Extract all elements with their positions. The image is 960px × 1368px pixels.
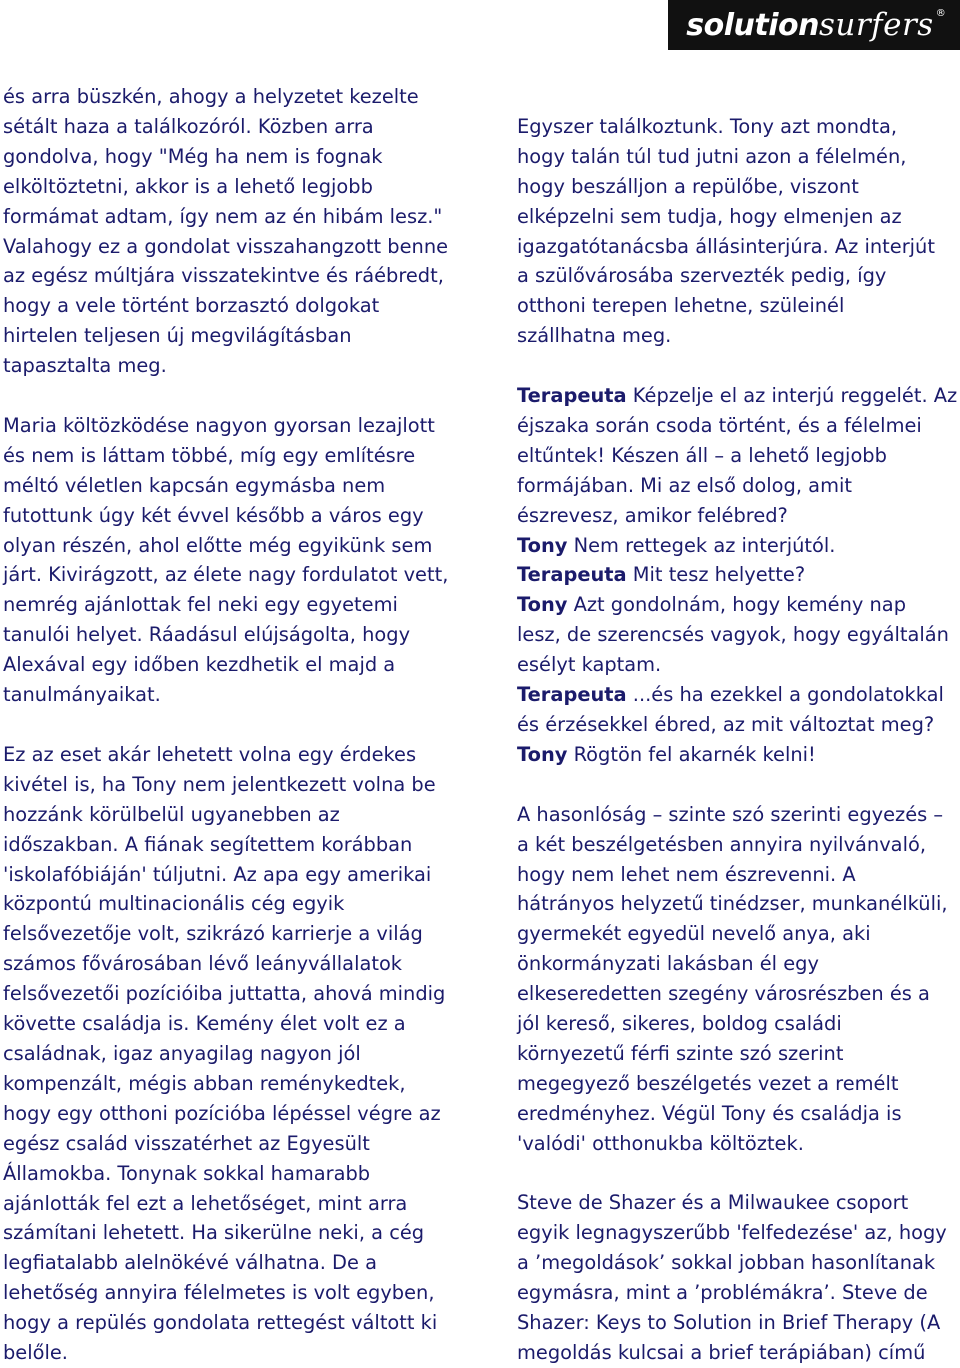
text-line: megoldás kulcsai a brief terápiában) című [517, 1341, 926, 1364]
right-column [517, 82, 957, 1368]
text-line: otthoni terepen lehetne, szüleinél [517, 294, 845, 318]
left-column [3, 82, 473, 1368]
text-line: egymásra, mint a ’problémákra’. Steve de [517, 1281, 928, 1305]
left-paragraph-3 [3, 740, 473, 1368]
dialogue-text: és érzésekkel ébred, az mit változtat meg? [517, 713, 935, 736]
text-line: gyermekét egyedül nevelő anya, aki [517, 922, 871, 946]
text-line: hirtelen teljesen új megvilágításban [3, 324, 352, 348]
text-line: szállhatna meg. [517, 324, 672, 348]
text-line: A hasonlóság – szinte szó szerinti egyezés – [517, 802, 944, 826]
text-line: Ez az eset akár lehetett volna egy érdekes [3, 742, 417, 766]
text-line: hogy a repülés gondolata rettegést váltott ki [3, 1311, 438, 1335]
dialogue-text: eltűntek! Készen áll – a lehető legjobb [517, 443, 887, 467]
text-line: Valahogy ez a gondolat visszahangzott benne [3, 234, 449, 258]
dialogue-line [517, 590, 957, 620]
text-line: a szülővárosába szervezték pedig, így [517, 264, 887, 288]
dialogue-text: lesz, de szerencsés vagyok, hogy egyáltalán [517, 623, 949, 647]
text-line: környezetű férfi szinte szó szerint [517, 1041, 844, 1065]
text-line: méltó véletlen kapcsán egymásba nem [3, 473, 386, 497]
speaker-label: Terapeuta [517, 563, 627, 587]
speaker-label: Terapeuta [517, 384, 627, 408]
text-line: hogy beszálljon a repülőbe, viszont [517, 174, 859, 198]
text-line: formámat adtam, így nem az én hibám lesz." [3, 204, 443, 228]
dialogue-line [517, 680, 957, 710]
text-line: ajánlották fel ezt a lehetőséget, mint arra [3, 1191, 408, 1215]
dialogue-line [517, 501, 957, 531]
dialogue-text: Mit tesz helyette? [626, 563, 806, 587]
dialogue-text: formájában. Mi az első dolog, amit [517, 473, 852, 497]
text-line: hogy nem lehet nem észrevenni. A [517, 862, 856, 886]
dialogue-line [517, 650, 957, 680]
text-line: felsővezetői pozícióiba juttatta, ahová mindig [3, 982, 446, 1006]
text-line: 'iskolafóbiáján' túljutni. Az apa egy amerikai [3, 862, 432, 886]
text-line: járt. Kivirágzott, az élete nagy fordulatot vett, [3, 563, 449, 587]
text-line: igazgatótanácsba állásinterjúra. Az interjút [517, 234, 935, 258]
text-line: számos fővárosában lévő leányvállalatok [3, 952, 403, 976]
dialogue-text: Azt gondolnám, hogy kemény nap [567, 593, 907, 617]
text-line: időszakban. A fiának segítettem korábban [3, 832, 413, 856]
text-line: központú multinacionális cég egyik [3, 892, 345, 916]
logo-text-solution: solution [686, 7, 819, 43]
text-line: és nem is láttam többé, míg egy említésre [3, 443, 416, 467]
right-paragraph-1 [517, 800, 957, 1159]
dialogue-line [517, 710, 957, 740]
dialogue-block [517, 381, 957, 770]
speaker-label: Tony [517, 533, 568, 557]
text-line: kivétel is, ha Tony nem jelentkezett volna be [3, 772, 436, 796]
speaker-label: Terapeuta [517, 683, 627, 707]
dialogue-text: ...és ha ezekkel a gondolatokkal [626, 683, 944, 707]
text-line: jól kereső, sikeres, boldog családi [517, 1012, 842, 1036]
text-line: 'valódi' otthonukba költöztek. [517, 1131, 804, 1155]
text-line: Egyszer találkoztunk. Tony azt mondta, [517, 114, 898, 138]
text-line: hogy talán túl tud jutni azon a félelmén, [517, 144, 907, 168]
dialogue-text: Nem rettegek az interjútól. [567, 533, 836, 557]
right-paragraph-2 [517, 1188, 957, 1367]
solutionsurfers-logo [668, 0, 960, 50]
text-line: és arra büszkén, ahogy a helyzetet kezelte [3, 85, 419, 108]
text-line: hátrányos helyzetű tinédzser, munkanélküli, [517, 892, 948, 916]
dialogue-line [517, 531, 957, 561]
dialogue-line [517, 560, 957, 590]
speaker-label: Tony [517, 742, 568, 766]
text-line: Alexával egy időben kezdhetik el majd a [3, 653, 396, 677]
text-line: Államokba. Tonynak sokkal hamarabb [3, 1161, 371, 1185]
text-line: kompenzált, mégis abban reménykedtek, [3, 1071, 406, 1095]
text-line: lehetőség annyira félelmetes is volt egyben, [3, 1281, 435, 1305]
dialogue-line [517, 441, 957, 471]
text-line: nemrég ajánlottak fel neki egy egyetemi [3, 593, 398, 617]
dialogue-text: esélyt kaptam. [517, 653, 662, 677]
logo-text-surfers: surfers [818, 7, 934, 43]
text-line: hogy a vele történt borzasztó dolgokat [3, 294, 380, 318]
text-line: sétált haza a találkozóról. Közben arra [3, 114, 374, 138]
text-line: tanulói helyet. Ráadásul elújságolta, hogy [3, 623, 411, 647]
text-line: megegyező beszélgetés vezet a remélt [517, 1071, 899, 1095]
text-line: eredményhez. Végül Tony és családja is [517, 1101, 902, 1125]
text-line: hozzánk körülbelül ugyanebben az [3, 802, 340, 826]
dialogue-line [517, 411, 957, 441]
text-line: gondolva, hogy "Még ha nem is fognak [3, 144, 383, 168]
dialogue-text: éjszaka során csoda történt, és a félelmei [517, 413, 922, 437]
text-line: elképzelni sem tudja, hogy elmenjen az [517, 204, 902, 228]
dialogue-line [517, 381, 957, 411]
text-line: Steve de Shazer és a Milwaukee csoport [517, 1191, 909, 1215]
text-line: családnak, igaz anyagilag nagyon jól [3, 1041, 361, 1065]
text-line: olyan részén, ahol előtte még egyikünk sem [3, 533, 433, 557]
text-line: elköltöztetni, akkor is a lehető legjobb [3, 174, 373, 198]
text-line: egész család visszatérhet az Egyesült [3, 1131, 370, 1155]
left-paragraph-2 [3, 411, 473, 710]
text-line: önkormányzati lakásban él egy [517, 952, 819, 976]
left-paragraph-1 [3, 82, 473, 381]
dialogue-line [517, 471, 957, 501]
text-line: számítani lehetett. Ha sikerülne neki, a cég [3, 1221, 425, 1245]
text-line: az egész múltjára visszatekintve és ráébredt, [3, 264, 444, 288]
right-intro-paragraph [517, 112, 957, 351]
dialogue-line [517, 620, 957, 650]
text-line: belőle. [3, 1341, 68, 1365]
text-line: tanulmányaikat. [3, 683, 161, 707]
text-line: hogy egy otthoni pozícióba lépéssel végre az [3, 1101, 441, 1125]
text-line: a két beszélgetésben annyira nyilvánvaló, [517, 832, 926, 856]
dialogue-text: Képzelje el az interjú reggelét. Az [626, 384, 958, 408]
text-line: elkeseredetten szegény városrészben és a [517, 982, 930, 1006]
dialogue-line [517, 740, 957, 770]
text-line: tapasztalta meg. [3, 354, 167, 378]
text-line: legfiatalabb alelnökévé válhatna. De a [3, 1251, 377, 1275]
text-line: Shazer: Keys to Solution in Brief Therapy (A [517, 1311, 941, 1335]
text-line: egyik legnagyszerűbb 'felfedezése' az, hogy [517, 1221, 947, 1245]
text-line: felsővezetője volt, szikrázó karrierje a világ [3, 922, 423, 946]
registered-mark: ® [935, 8, 946, 19]
dialogue-text: észrevesz, amikor felébred? [517, 503, 788, 527]
text-line: Maria költözködése nagyon gyorsan lezajlott [3, 413, 435, 437]
text-line: a ’megoldások’ sokkal jobban hasonlítanak [517, 1251, 936, 1275]
text-line: futottunk úgy két évvel később a város egy [3, 503, 424, 527]
speaker-label: Tony [517, 593, 568, 617]
dialogue-text: Rögtön fel akarnék kelni! [567, 742, 816, 766]
text-line: követte családja is. Kemény élet volt ez a [3, 1012, 406, 1036]
